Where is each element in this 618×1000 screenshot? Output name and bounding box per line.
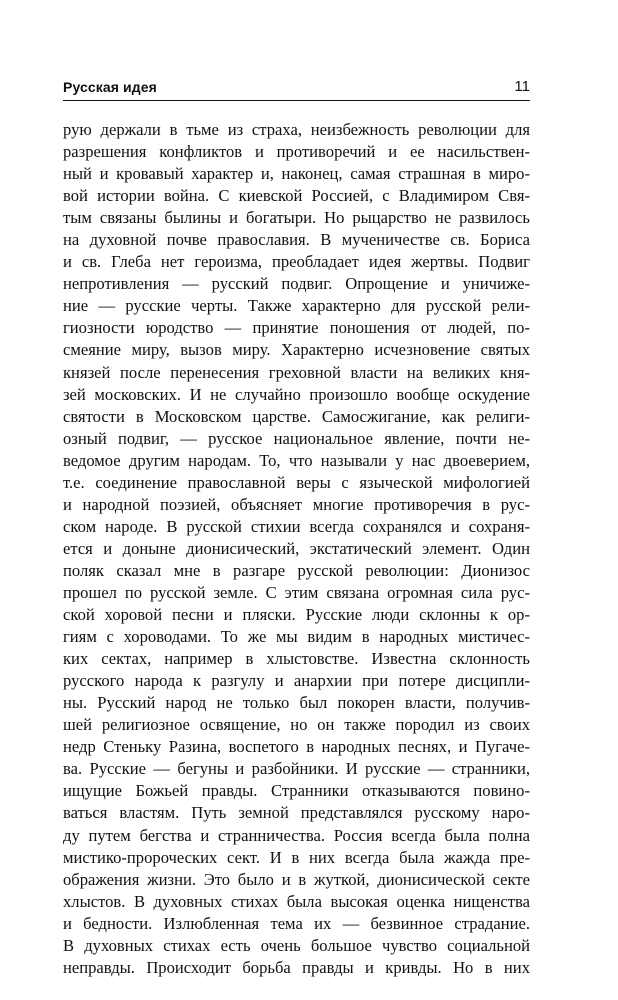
text-line: недр Стеньку Разина, воспетого в народных песнях, и Пугаче- <box>63 737 530 757</box>
running-head <box>63 76 530 98</box>
text-line: и народной поэзией, объясняет многие противоречия в рус- <box>63 494 530 514</box>
body-text <box>63 119 530 979</box>
text-line: поляк сказал мне в разгаре русской революции: Дионизос <box>63 560 530 580</box>
text-line: ду путем бегства и странничества. Россия всегда была полна <box>63 825 530 845</box>
text-line: озный подвиг, — русское национальное явление, почти не- <box>63 428 530 448</box>
text-line: смеяние миру, вызов миру. Характерно исчезновение святых <box>63 340 530 360</box>
text-line: т.е. соединение православной веры с языческой мифологией <box>63 472 530 492</box>
text-line: неправды. Происходит борьба правды и кривды. Но в них <box>63 957 530 977</box>
text-line: ны. Русский народ не только был покорен власти, получив- <box>63 693 530 713</box>
text-line: прошел по русской земле. С этим связана огромная сила рус- <box>63 582 530 602</box>
running-title: Русская идея <box>63 79 157 95</box>
text-line: и бедности. Излюбленная тема их — безвинное страдание. <box>63 913 530 933</box>
text-line: шей религиозное освящение, но он также породил из своих <box>63 715 530 735</box>
text-line: русского народа к разгулу и анархии при потере дисципли- <box>63 671 530 691</box>
text-line: ской хоровой песни и пляски. Русские люди склонны к ор- <box>63 605 530 625</box>
text-line: святости в Московском царстве. Самосжигание, как религи- <box>63 406 530 426</box>
text-line: ском народе. В русской стихии всегда сохранялся и сохраня- <box>63 516 530 536</box>
text-line: на духовной почве православия. В мученичестве св. Бориса <box>63 230 530 250</box>
text-line: ких сектах, например в хлыстовстве. Известна склонность <box>63 649 530 669</box>
text-line: ищущие Божьей правды. Странники отказываются повино- <box>63 781 530 801</box>
text-line: гиозности юродство — принятие поношения от людей, по- <box>63 318 530 338</box>
text-line: хлыстов. В духовных стихах была высокая оценка нищенства <box>63 891 530 911</box>
text-line: гиям с хороводами. То же мы видим в народных мистичес- <box>63 627 530 647</box>
text-line: В духовных стихах есть очень большое чувство социальной <box>63 935 530 955</box>
text-line: вой истории война. С киевской Россией, с Владимиром Свя- <box>63 186 530 206</box>
text-line: ваться властям. Путь земной представлялся русскому наро- <box>63 803 530 823</box>
text-line: зей московских. И не случайно произошло вообще оскудение <box>63 384 530 404</box>
text-line: мистико-пророческих сект. И в них всегда была жажда пре- <box>63 847 530 867</box>
text-line: разрешения конфликтов и противоречий и ее насильствен- <box>63 142 530 162</box>
text-line: и св. Глеба нет героизма, преобладает идея жертвы. Подвиг <box>63 252 530 272</box>
text-line: ображения жизни. Это было и в жуткой, дионисической секте <box>63 869 530 889</box>
page-number: 11 <box>514 78 530 95</box>
text-line: ный и кровавый характер и, наконец, самая страшная в миро- <box>63 164 530 184</box>
header-rule <box>63 100 530 101</box>
text-line: тым связаны былины и богатыри. Но рыцарство не развилось <box>63 208 530 228</box>
text-line: ва. Русские — бегуны и разбойники. И русские — странники, <box>63 759 530 779</box>
text-line: непротивления — русский подвиг. Опрощение и уничиже- <box>63 274 530 294</box>
text-line: ется и доныне дионисический, экстатический элемент. Один <box>63 538 530 558</box>
text-line: ведомое другим народам. То, что называли у нас двоеверием, <box>63 450 530 470</box>
text-line: рую держали в тьме из страха, неизбежность революции для <box>63 120 530 139</box>
text-line: князей после перенесения греховной власти на великих кня- <box>63 362 530 382</box>
text-line: ние — русские черты. Также характерно для русской рели- <box>63 296 530 316</box>
